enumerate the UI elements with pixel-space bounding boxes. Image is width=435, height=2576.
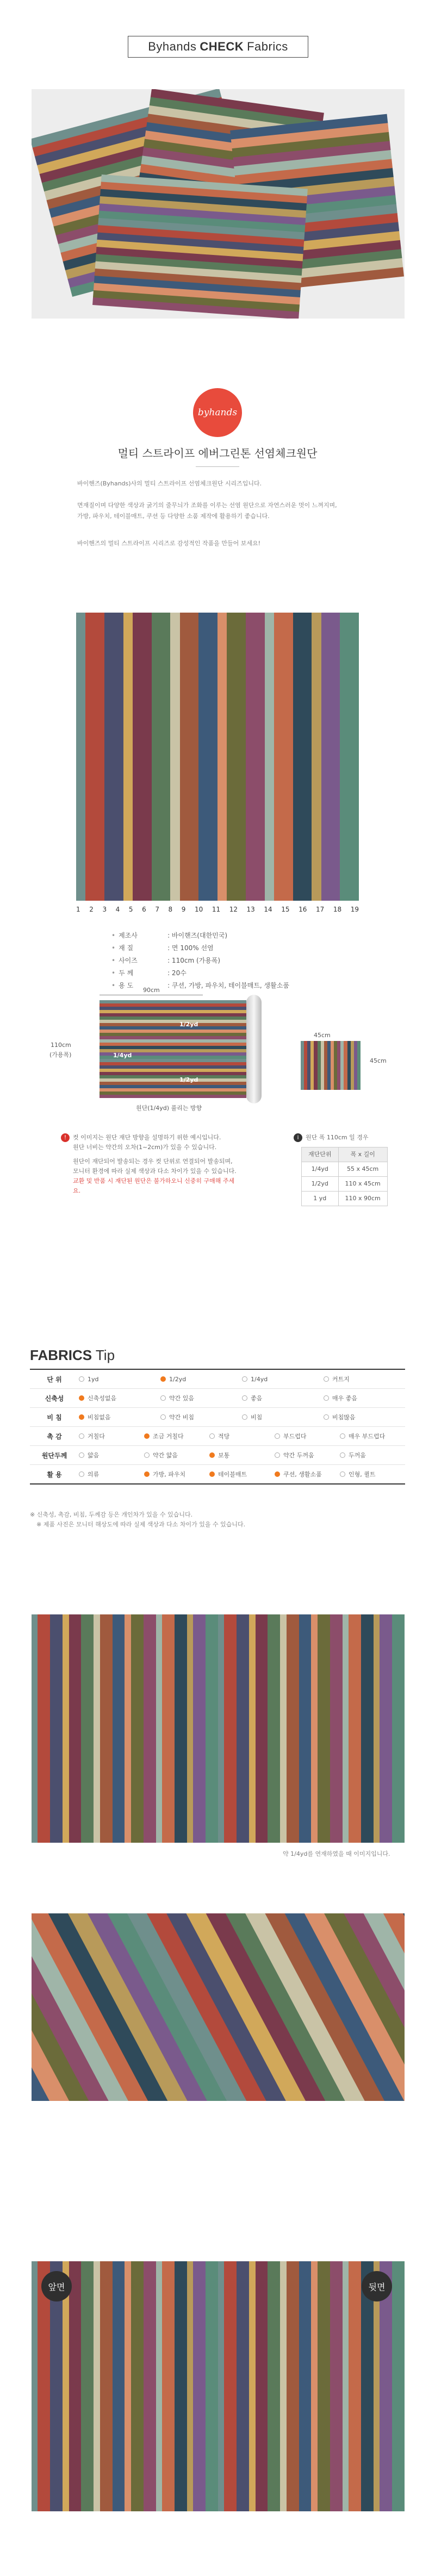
- roll-fabric: [100, 1000, 246, 1098]
- tips-option-label: 1/2yd: [169, 1375, 187, 1383]
- radio-indicator-icon: [144, 1452, 150, 1458]
- tips-option: [160, 1413, 242, 1421]
- tips-option: [79, 1470, 144, 1479]
- tips-option: [275, 1470, 340, 1479]
- radio-indicator-icon: [275, 1433, 280, 1439]
- radio-indicator-icon: [275, 1452, 280, 1458]
- tips-option: [144, 1432, 209, 1440]
- tips-option-label: 테이블매트: [218, 1471, 247, 1478]
- stripe: [293, 613, 312, 901]
- roll-fabric-stripes: [100, 1000, 246, 1098]
- tips-row: [30, 1465, 405, 1483]
- tips-option: [324, 1413, 405, 1421]
- tips-option: [160, 1376, 242, 1383]
- header-title-box: [128, 36, 308, 58]
- tips-option: [242, 1413, 324, 1421]
- radio-indicator-icon: [242, 1395, 247, 1401]
- ruler-tick: 12: [229, 906, 238, 913]
- tips-row-label: 촉 감: [47, 1432, 62, 1440]
- bullet-icon: •: [111, 982, 116, 989]
- ruler-tick: 16: [299, 906, 307, 913]
- stripe: [246, 613, 265, 901]
- tips-option: [144, 1470, 209, 1479]
- spec-value: : 바이핸즈(대한민국): [167, 932, 228, 939]
- stripe: [125, 1614, 130, 1843]
- stripe: [237, 2261, 249, 2511]
- product-description-2: 면재질이며 다양한 색상과 굵기의 줄무늬가 조화를 이루는 선염 원단으로 자연스러운 멋이 느껴지며,: [77, 502, 337, 509]
- notice-red-line: 교환 및 반품 시 재단된 원단은 불가하오니 신중히 구매해 주세요.: [73, 1177, 235, 1194]
- fabric-photo-vertical-stripes: [32, 1614, 405, 1843]
- stripe: [280, 2261, 286, 2511]
- stripe: [374, 1614, 380, 1843]
- header-highlight: CHECK: [200, 40, 244, 53]
- stripe: [224, 2261, 237, 2511]
- ruler-tick: 9: [181, 906, 186, 913]
- spec-row: [111, 930, 289, 942]
- spec-key: 용 도: [119, 982, 134, 989]
- stripe: [349, 2261, 361, 2511]
- stripe: [224, 1614, 237, 1843]
- title-divider: [196, 466, 239, 467]
- table-row: [302, 1177, 388, 1192]
- ruler: [76, 906, 359, 913]
- tips-option-label: 비침: [251, 1414, 263, 1421]
- table-cell: 110 x 90cm: [338, 1192, 387, 1206]
- table-cell: 1 yd: [302, 1192, 339, 1206]
- tips-option-label: 약간 얇음: [153, 1452, 178, 1459]
- stripe: [318, 2261, 330, 2511]
- header-suffix: Fabrics: [247, 40, 288, 53]
- spec-row: [111, 967, 289, 980]
- cut-table-title: 원단 폭 110cm 일 경우: [306, 1134, 369, 1141]
- stripe: [256, 1614, 268, 1843]
- hero-fabric-piece: [92, 174, 308, 319]
- product-description-4: 바이핸즈의 멀티 스트라이프 시리즈로 감성적인 작품을 만들어 보세요!: [77, 540, 261, 547]
- radio-indicator-icon: [79, 1376, 84, 1382]
- tips-option-label: 두꺼움: [349, 1452, 366, 1459]
- roll-cut-label-3: 1/2yd: [179, 1076, 198, 1083]
- tips-row: [30, 1408, 405, 1427]
- stripe: [32, 2261, 38, 2511]
- small-swatch: [301, 1041, 361, 1090]
- stripe: [330, 1614, 343, 1843]
- tips-option-label: 약간 있음: [169, 1395, 195, 1402]
- tips-title: [30, 1347, 115, 1364]
- spec-row: [111, 955, 289, 967]
- table-row: [302, 1192, 388, 1206]
- tips-option-label: 1/4yd: [251, 1375, 268, 1383]
- spec-key: 두 께: [119, 969, 134, 977]
- radio-indicator-icon: [324, 1395, 329, 1401]
- radio-indicator-icon: [242, 1376, 247, 1382]
- radio-indicator-icon: [79, 1395, 84, 1401]
- stripe: [76, 613, 85, 901]
- main-swatch-stripes: [76, 613, 359, 901]
- notice-line-2: 원단 너비는 약간의 오차(1~2cm)가 있을 수 있습니다.: [73, 1144, 217, 1151]
- stripe: [81, 2261, 94, 2511]
- ruler-tick: 10: [194, 906, 203, 913]
- ruler-tick: 8: [168, 906, 173, 913]
- stripe: [340, 613, 359, 901]
- tips-option-label: 비침많음: [332, 1414, 356, 1421]
- tips-option-label: 얇음: [88, 1452, 100, 1459]
- tips-option-label: 거칠다: [88, 1433, 105, 1440]
- tips-option: [209, 1451, 275, 1459]
- tips-option: [79, 1394, 160, 1402]
- tips-option: [340, 1432, 405, 1440]
- stripe: [113, 2261, 125, 2511]
- spec-key: 제조사: [119, 932, 138, 939]
- radio-indicator-icon: [242, 1414, 247, 1420]
- stripe: [162, 1614, 175, 1843]
- stripe: [249, 1614, 255, 1843]
- front-badge: 앞면: [41, 2271, 72, 2301]
- radio-indicator-icon: [209, 1452, 215, 1458]
- tips-row-label: 신축성: [45, 1394, 64, 1402]
- cut-table-header: 폭 x 길이: [338, 1147, 387, 1162]
- stripe: [217, 613, 227, 901]
- stripe: [69, 2261, 82, 2511]
- notice-box: [61, 1133, 240, 1196]
- brand-logo: [193, 388, 242, 437]
- hero-fabric-stack: [32, 89, 405, 319]
- stripe: [206, 1614, 218, 1843]
- stripe: [170, 613, 179, 901]
- stripe: [206, 2261, 218, 2511]
- ruler-tick: 2: [89, 906, 94, 913]
- stripe: [330, 2261, 343, 2511]
- stripe: [287, 1614, 299, 1843]
- stripe: [312, 613, 321, 901]
- radio-indicator-icon: [340, 1433, 345, 1439]
- radio-indicator-icon: [79, 1471, 84, 1477]
- tips-option-label: 신축성없음: [88, 1395, 117, 1402]
- tips-title-bold: FABRICS: [30, 1347, 92, 1363]
- bullet-icon: •: [111, 944, 116, 952]
- roll-height-sub: (가용폭): [49, 1051, 72, 1058]
- bullet-icon: •: [111, 969, 116, 977]
- stripe: [144, 2261, 156, 2511]
- notice-line-1: 컷 이미지는 원단 재단 방향을 설명하기 위한 예시입니다.: [73, 1134, 221, 1141]
- table-row: [302, 1162, 388, 1177]
- spec-value: : 쿠션, 가방, 파우치, 테이블매트, 생활소품: [167, 982, 289, 989]
- main-swatch: [76, 613, 359, 901]
- hero-photo: [32, 89, 405, 319]
- notice-line-4: 모니터 환경에 따라 실제 색상과 다소 차이가 있을 수 있습니다.: [73, 1168, 237, 1175]
- stripe: [249, 2261, 255, 2511]
- stripe: [392, 2261, 405, 2511]
- stripe: [265, 613, 274, 901]
- bullet-icon: •: [111, 932, 116, 939]
- stripe: [123, 613, 133, 901]
- stripe: [299, 1614, 312, 1843]
- stripe: [104, 613, 123, 901]
- stripe: [175, 2261, 187, 2511]
- product-description-3: 가방, 파우치, 테이블매트, 쿠션 등 다양한 소품 제작에 활용하기 좋습니다.: [77, 513, 270, 520]
- tips-option: [340, 1470, 405, 1479]
- fabric-photo-diagonal: [32, 1913, 405, 2101]
- stripe: [237, 1614, 249, 1843]
- spec-value: : 110cm (가용폭): [167, 957, 221, 964]
- stripe: [152, 613, 171, 901]
- tips-option: [242, 1394, 324, 1402]
- table-cell: 110 x 45cm: [338, 1177, 387, 1192]
- fabric-photo-diagonal-stripes: [32, 1913, 405, 2101]
- fabric-photo-front-back-stripes: [32, 2261, 405, 2511]
- stripe: [131, 1614, 144, 1843]
- stripe: [256, 2261, 268, 2511]
- tips-option: [209, 1470, 275, 1479]
- cut-table-box: [294, 1133, 388, 1206]
- stripe: [193, 2261, 206, 2511]
- notice-line-3: 원단이 재단되어 발송되는 경우 컷 단위로 연결되어 발송되며,: [73, 1158, 233, 1165]
- ruler-tick: 13: [246, 906, 255, 913]
- warning-icon: !: [61, 1133, 70, 1142]
- tips-row-label: 단 위: [47, 1375, 62, 1383]
- stripe: [94, 2261, 100, 2511]
- stripe: [280, 1614, 286, 1843]
- spec-value: : 면 100% 선염: [167, 944, 214, 952]
- spec-list: [111, 930, 289, 992]
- radio-indicator-icon: [160, 1414, 166, 1420]
- tips-row-label: 원단두께: [41, 1451, 67, 1459]
- stripe: [144, 1614, 156, 1843]
- table-cell: 1/2yd: [302, 1177, 339, 1192]
- stripe: [392, 1614, 405, 1843]
- stripe: [81, 1614, 94, 1843]
- stripe: [318, 1614, 330, 1843]
- tips-row-label: 비 침: [47, 1413, 62, 1421]
- roll-cylinder: [246, 995, 262, 1103]
- tips-table: [30, 1369, 405, 1485]
- stripe: [380, 1614, 392, 1843]
- product-description-1: 바이핸즈(Byhands)사의 멀티 스트라이프 선염체크원단 시리즈입니다.: [77, 480, 262, 487]
- tips-option-label: 보통: [218, 1452, 230, 1459]
- stripe: [343, 1614, 349, 1843]
- roll-height-label: 110cm: [51, 1041, 71, 1049]
- roll-width-label: 90cm: [143, 987, 160, 994]
- stripe: [38, 1614, 50, 1843]
- ruler-tick: 4: [115, 906, 120, 913]
- header-brand: Byhands: [148, 40, 197, 53]
- back-badge: 뒷면: [362, 2271, 392, 2301]
- tips-option-label: 가방, 파우치: [153, 1471, 186, 1478]
- roll-arrow-label: 원단(1/4yd) 풀리는 방향: [136, 1105, 202, 1112]
- fabric-photo-front-back: [32, 2261, 405, 2511]
- bullet-icon: •: [111, 957, 116, 964]
- stripe: [357, 1041, 361, 1090]
- tips-row-label: 활 용: [47, 1470, 62, 1479]
- tips-option: [79, 1432, 144, 1440]
- tips-notes: [30, 1510, 245, 1530]
- stripe: [198, 613, 217, 901]
- small-swatch-stripes: [301, 1041, 361, 1090]
- tips-option-label: 좋음: [251, 1395, 263, 1402]
- ruler-tick: 14: [264, 906, 272, 913]
- stripe: [187, 2261, 193, 2511]
- tips-row: [30, 1370, 405, 1389]
- spec-row: [111, 980, 289, 992]
- radio-indicator-icon: [144, 1471, 150, 1477]
- stripe: [63, 1614, 69, 1843]
- tips-option: [275, 1432, 340, 1440]
- ruler-tick: 7: [155, 906, 159, 913]
- stripe: [268, 2261, 280, 2511]
- tips-option-label: 조금 거칠다: [153, 1433, 184, 1440]
- radio-indicator-icon: [340, 1452, 345, 1458]
- product-title: 멀티 스트라이프 에버그린톤 선염체크원단: [117, 447, 318, 460]
- radio-indicator-icon: [209, 1433, 215, 1439]
- spec-key: 사이즈: [119, 957, 138, 964]
- stripe: [343, 2261, 349, 2511]
- tips-option: [144, 1451, 209, 1459]
- ruler-tick: 6: [142, 906, 146, 913]
- stripe: [187, 1614, 193, 1843]
- radio-indicator-icon: [79, 1452, 84, 1458]
- cut-table: [301, 1147, 388, 1206]
- tips-option-label: 약간 두꺼움: [283, 1452, 314, 1459]
- stripe: [311, 2261, 317, 2511]
- stripe: [180, 613, 199, 901]
- tips-option: [79, 1451, 144, 1459]
- ruler-tick: 15: [281, 906, 290, 913]
- ruler-tick: 3: [102, 906, 107, 913]
- tips-option: [160, 1394, 242, 1402]
- stripe: [113, 1614, 125, 1843]
- tips-option-label: 적당: [218, 1433, 230, 1440]
- stripe: [274, 613, 293, 901]
- stripe: [50, 1614, 63, 1843]
- roll-cut-label-1: 1/2yd: [179, 1021, 198, 1028]
- photo-caption: 약 1/4yd를 연재하였을 때 이미지입니다.: [283, 1850, 390, 1857]
- spec-key: 재 질: [119, 944, 134, 952]
- tips-option-label: 매우 좋음: [332, 1395, 358, 1402]
- stripe: [175, 1614, 187, 1843]
- stripe: [125, 2261, 130, 2511]
- stripe: [361, 1614, 374, 1843]
- stripe: [268, 1614, 280, 1843]
- tips-option: [324, 1375, 405, 1383]
- ruler-tick: 11: [212, 906, 221, 913]
- tips-option: [324, 1394, 405, 1402]
- stripe: [69, 1614, 82, 1843]
- tips-option-label: 쿠션, 생활소품: [283, 1471, 322, 1478]
- tips-note-1: ※ 신축성, 촉감, 비침, 두께감 등은 개인차가 있을 수 있습니다.: [30, 1511, 193, 1518]
- stripe: [218, 1614, 224, 1843]
- stripe: [321, 613, 340, 901]
- ruler-tick: 1: [76, 906, 80, 913]
- tips-row: [30, 1427, 405, 1446]
- tips-option: [209, 1432, 275, 1440]
- tips-option: [79, 1413, 160, 1421]
- stripe: [32, 1614, 38, 1843]
- radio-indicator-icon: [324, 1414, 329, 1420]
- ruler-tick: 5: [128, 906, 133, 913]
- tips-option: [340, 1451, 405, 1459]
- radio-indicator-icon: [324, 1376, 329, 1382]
- stripe: [156, 2261, 162, 2511]
- ruler-tick: 19: [350, 906, 359, 913]
- ruler-tick: 18: [333, 906, 342, 913]
- stripe: [156, 1614, 162, 1843]
- tips-option-label: 커트지: [332, 1376, 350, 1383]
- stripe: [218, 2261, 224, 2511]
- small-swatch-side-label: 45cm: [370, 1057, 387, 1064]
- table-cell: 55 x 45cm: [338, 1162, 387, 1177]
- tips-row: [30, 1389, 405, 1408]
- roll-cut-label-2: 1/4yd: [113, 1052, 132, 1059]
- stripe: [133, 613, 152, 901]
- tips-option-label: 부드럽다: [283, 1433, 307, 1440]
- cut-table-header: 재단단위: [302, 1147, 339, 1162]
- tips-option: [79, 1376, 160, 1383]
- radio-indicator-icon: [340, 1471, 345, 1477]
- spec-row: [111, 942, 289, 955]
- fabric-photo-vertical: [32, 1614, 405, 1843]
- tips-option-label: 약간 비침: [169, 1414, 195, 1421]
- radio-indicator-icon: [209, 1471, 215, 1477]
- stripe: [227, 613, 246, 901]
- tips-option-label: 비침없음: [88, 1414, 111, 1421]
- tips-title-rest: Tip: [95, 1347, 115, 1363]
- stripe: [349, 1614, 361, 1843]
- brand-logo-text: byhands: [197, 407, 238, 418]
- stripe: [193, 1614, 206, 1843]
- ruler-tick: 17: [315, 906, 325, 913]
- stripe: [287, 2261, 299, 2511]
- tips-option-label: 인형, 퀼트: [349, 1471, 376, 1478]
- small-swatch-top-label: 45cm: [314, 1032, 331, 1039]
- stripe: [162, 2261, 175, 2511]
- radio-indicator-icon: [160, 1395, 166, 1401]
- stripe: [299, 2261, 312, 2511]
- stripe: [100, 1614, 113, 1843]
- tips-row: [30, 1446, 405, 1465]
- stripe: [94, 1614, 100, 1843]
- tips-option: [275, 1451, 340, 1459]
- radio-indicator-icon: [79, 1414, 84, 1420]
- radio-indicator-icon: [144, 1433, 150, 1439]
- tips-option-label: 의류: [88, 1471, 100, 1478]
- tips-option-label: 1yd: [88, 1375, 99, 1383]
- tips-option: [242, 1376, 324, 1383]
- radio-indicator-icon: [275, 1471, 280, 1477]
- radio-indicator-icon: [79, 1433, 84, 1439]
- stripe: [311, 1614, 317, 1843]
- table-cell: 1/4yd: [302, 1162, 339, 1177]
- spec-value: : 20수: [167, 969, 187, 977]
- stripe: [131, 2261, 144, 2511]
- info-icon: i: [294, 1133, 302, 1142]
- stripe: [85, 613, 104, 901]
- stripe: [100, 2261, 113, 2511]
- radio-indicator-icon: [160, 1376, 166, 1382]
- tips-note-2: ※ 제품 사진은 모니터 해상도에 따라 실제 색상과 다소 차이가 있을 수 있습니다.: [36, 1521, 246, 1528]
- tips-option-label: 매우 부드럽다: [349, 1433, 386, 1440]
